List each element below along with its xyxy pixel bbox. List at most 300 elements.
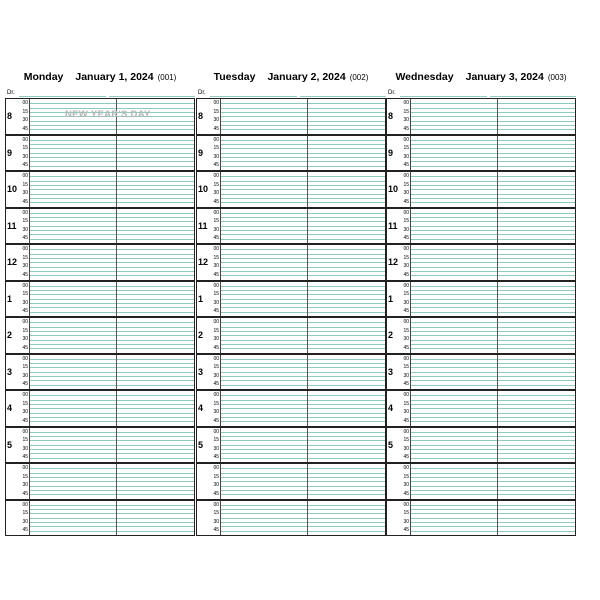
slot-line <box>221 486 385 487</box>
minute-labels <box>17 428 28 462</box>
slot-line <box>221 436 385 437</box>
minute-label: 30 <box>22 263 28 270</box>
minute-labels <box>398 282 409 316</box>
slot-line <box>411 290 575 291</box>
appointment-slots[interactable] <box>220 318 385 353</box>
slot-line <box>30 217 194 218</box>
minute-label: 45 <box>403 454 409 461</box>
minute-label: 00 <box>403 465 409 471</box>
slot-line <box>30 258 194 259</box>
hour-label: 12 <box>388 257 399 267</box>
slot-line <box>411 331 575 332</box>
minute-label: 45 <box>213 125 219 132</box>
appointment-slots[interactable] <box>29 464 194 499</box>
column-divider <box>116 318 117 353</box>
slot-line <box>411 531 575 532</box>
appointment-slots[interactable] <box>29 245 194 280</box>
slot-line <box>411 445 575 446</box>
column-divider <box>307 209 308 244</box>
minute-label: 30 <box>22 482 28 489</box>
day-column <box>386 66 576 536</box>
slot-line <box>30 432 194 433</box>
slot-line <box>30 486 194 487</box>
minute-label: 15 <box>22 291 28 298</box>
slot-line <box>411 185 575 186</box>
column-divider <box>307 464 308 499</box>
appointment-slots[interactable] <box>410 209 575 244</box>
hour-block <box>387 462 575 499</box>
slot-line <box>411 490 575 491</box>
appointment-slots[interactable] <box>29 282 194 317</box>
slot-line <box>221 408 385 409</box>
hour-label: 5 <box>7 439 13 450</box>
slot-line <box>30 303 194 304</box>
slot-line <box>30 372 194 373</box>
column-divider <box>116 172 117 207</box>
slot-line <box>411 271 575 272</box>
hour-block <box>6 389 194 426</box>
hour-block <box>197 280 385 317</box>
doctor-field[interactable] <box>109 96 195 97</box>
minute-labels <box>17 282 28 316</box>
appointment-slots[interactable] <box>220 136 385 171</box>
minute-label: 00 <box>22 501 28 508</box>
slot-line <box>30 531 194 532</box>
minute-label: 30 <box>22 445 28 452</box>
slot-line <box>221 249 385 250</box>
slot-line <box>30 417 194 418</box>
slot-line <box>221 344 385 345</box>
minute-label: 30 <box>213 518 219 525</box>
slot-line <box>221 213 385 214</box>
slot-line <box>411 254 575 255</box>
column-divider <box>497 245 498 280</box>
minute-label: 15 <box>403 327 409 334</box>
minute-label: 30 <box>213 117 219 124</box>
slot-line <box>411 335 575 336</box>
minute-label: 00 <box>22 173 28 179</box>
slot-line <box>411 486 575 487</box>
minute-labels <box>17 99 28 133</box>
appointment-slots[interactable] <box>220 501 385 536</box>
doctor-label: Dr. <box>198 90 206 96</box>
appointment-slots[interactable] <box>29 172 194 207</box>
slot-line <box>30 202 194 203</box>
slot-line <box>221 380 385 381</box>
slot-line <box>30 458 194 459</box>
minute-label: 15 <box>213 181 219 188</box>
hour-block <box>197 134 385 171</box>
slot-line <box>30 477 194 478</box>
minute-label: 30 <box>213 336 219 343</box>
minute-label: 45 <box>22 162 28 169</box>
appointment-slots[interactable] <box>220 391 385 426</box>
slot-line <box>411 432 575 433</box>
slot-line <box>30 103 194 104</box>
minute-label: 45 <box>403 235 409 242</box>
column-divider <box>497 99 498 134</box>
column-divider <box>307 136 308 171</box>
slot-line <box>30 348 194 349</box>
appointment-slots[interactable] <box>29 428 194 463</box>
slot-line <box>221 258 385 259</box>
slot-line <box>411 189 575 190</box>
minute-label: 15 <box>213 400 219 407</box>
appointment-slots[interactable] <box>220 282 385 317</box>
doctor-field[interactable] <box>490 96 576 97</box>
slot-line <box>411 221 575 222</box>
doctor-field[interactable] <box>400 96 487 97</box>
minute-labels <box>208 318 219 352</box>
schedule-grid <box>386 98 576 536</box>
minute-label: 45 <box>213 490 219 497</box>
hour-block <box>197 207 385 244</box>
appointment-slots[interactable] <box>220 209 385 244</box>
minute-label: 30 <box>213 263 219 270</box>
hour-block <box>387 316 575 353</box>
minute-label: 15 <box>213 145 219 152</box>
minute-label: 00 <box>22 319 28 325</box>
slot-line <box>30 453 194 454</box>
appointment-slots[interactable] <box>29 318 194 353</box>
slot-line <box>411 148 575 149</box>
slot-line <box>30 221 194 222</box>
appointment-slots[interactable] <box>410 355 575 390</box>
minute-label: 45 <box>403 527 409 534</box>
slot-line <box>411 103 575 104</box>
slot-line <box>221 413 385 414</box>
column-divider <box>307 355 308 390</box>
slot-line <box>30 213 194 214</box>
minute-label: 00 <box>403 136 409 143</box>
slot-line <box>30 408 194 409</box>
column-divider <box>307 428 308 463</box>
slot-line <box>411 153 575 154</box>
slot-line <box>221 440 385 441</box>
slot-line <box>221 189 385 190</box>
minute-label: 30 <box>403 518 409 525</box>
minute-label: 15 <box>22 218 28 225</box>
slot-line <box>221 148 385 149</box>
appointment-slots[interactable] <box>410 428 575 463</box>
column-divider <box>116 245 117 280</box>
appointment-slots[interactable] <box>220 172 385 207</box>
slot-line <box>30 148 194 149</box>
slot-line <box>411 239 575 240</box>
slot-line <box>221 299 385 300</box>
hour-block <box>197 243 385 280</box>
minute-label: 00 <box>22 355 28 362</box>
hour-block <box>387 280 575 317</box>
minute-label: 15 <box>213 218 219 225</box>
column-divider <box>307 245 308 280</box>
slot-line <box>221 473 385 474</box>
hour-block <box>197 389 385 426</box>
slot-line <box>30 194 194 195</box>
slot-line <box>411 522 575 523</box>
minute-labels <box>398 172 409 206</box>
minute-labels <box>208 501 219 535</box>
day-column <box>196 66 386 536</box>
minute-label: 15 <box>22 254 28 261</box>
minute-label: 15 <box>403 291 409 298</box>
appointment-slots[interactable] <box>29 391 194 426</box>
hour-label: 8 <box>198 111 204 121</box>
appointment-slots[interactable] <box>410 501 575 536</box>
minute-label: 30 <box>403 482 409 489</box>
slot-line <box>411 344 575 345</box>
minute-label: 45 <box>403 271 409 278</box>
appointment-slots[interactable] <box>29 209 194 244</box>
minute-label: 00 <box>22 100 28 106</box>
appointment-slots[interactable] <box>410 172 575 207</box>
slot-line <box>30 125 194 126</box>
appointment-slots[interactable] <box>410 464 575 499</box>
slot-line <box>221 322 385 323</box>
slot-line <box>30 230 194 231</box>
minute-label: 30 <box>403 226 409 233</box>
minute-label: 00 <box>403 501 409 508</box>
slot-line <box>221 198 385 199</box>
appointment-slots[interactable] <box>29 136 194 171</box>
slot-line <box>411 198 575 199</box>
minute-label: 30 <box>403 409 409 416</box>
appointment-slots[interactable] <box>220 464 385 499</box>
hour-label: 11 <box>198 220 208 231</box>
minute-label: 30 <box>213 226 219 233</box>
hour-block <box>387 99 575 134</box>
minute-label: 30 <box>403 263 409 270</box>
hour-label: 5 <box>198 439 204 450</box>
slot-line <box>30 449 194 450</box>
slot-line <box>30 505 194 506</box>
appointment-slots[interactable] <box>29 355 194 390</box>
day-of-year: (003) <box>547 73 567 82</box>
hour-label: 4 <box>7 403 13 413</box>
slot-line <box>221 129 385 130</box>
minute-labels <box>17 136 28 170</box>
slot-line <box>30 299 194 300</box>
slot-line <box>221 239 385 240</box>
minute-label: 30 <box>213 445 219 452</box>
slot-line <box>411 436 575 437</box>
hour-block <box>6 280 194 317</box>
slot-line <box>411 112 575 113</box>
slot-line <box>30 226 194 227</box>
column-divider <box>307 501 308 536</box>
hour-block <box>387 170 575 207</box>
appointment-slots[interactable] <box>220 355 385 390</box>
slot-line <box>30 335 194 336</box>
minute-label: 00 <box>22 392 28 398</box>
slot-line <box>221 505 385 506</box>
slot-line <box>411 202 575 203</box>
minute-label: 45 <box>213 344 219 351</box>
hour-block <box>6 170 194 207</box>
hour-label: 12 <box>7 257 18 267</box>
minute-labels <box>17 318 28 352</box>
slot-line <box>411 144 575 145</box>
doctor-field[interactable] <box>19 96 106 97</box>
minute-labels <box>208 99 219 133</box>
minute-label: 15 <box>213 510 219 517</box>
slot-line <box>221 432 385 433</box>
slot-line <box>30 468 194 469</box>
slot-line <box>30 166 194 167</box>
slot-line <box>411 230 575 231</box>
hour-label: 11 <box>7 220 17 231</box>
slot-line <box>30 380 194 381</box>
minute-labels <box>208 282 219 316</box>
appointment-slots[interactable] <box>410 318 575 353</box>
column-divider <box>116 355 117 390</box>
slot-line <box>411 408 575 409</box>
minute-label: 15 <box>22 108 28 115</box>
slot-line <box>411 509 575 510</box>
slot-line <box>221 367 385 368</box>
slot-line <box>411 262 575 263</box>
minute-label: 30 <box>22 190 28 197</box>
slot-line <box>221 449 385 450</box>
day-name: Tuesday <box>213 71 256 83</box>
schedule-grid <box>196 98 386 536</box>
column-divider <box>497 172 498 207</box>
appointment-slots[interactable] <box>220 245 385 280</box>
slot-line <box>30 445 194 446</box>
slot-line <box>30 286 194 287</box>
minute-labels <box>17 209 28 243</box>
appointment-slots[interactable] <box>410 282 575 317</box>
doctor-field[interactable] <box>210 96 297 97</box>
minute-label: 45 <box>213 454 219 461</box>
doctor-field[interactable] <box>300 96 386 97</box>
appointment-slots[interactable] <box>410 391 575 426</box>
slot-line <box>411 275 575 276</box>
appointment-slots[interactable] <box>29 501 194 536</box>
slot-line <box>221 417 385 418</box>
minute-label: 30 <box>213 482 219 489</box>
slot-line <box>411 125 575 126</box>
slot-line <box>30 234 194 235</box>
slot-line <box>30 290 194 291</box>
minute-label: 15 <box>213 327 219 334</box>
slot-line <box>411 213 575 214</box>
appointment-slots[interactable] <box>220 428 385 463</box>
slot-line <box>30 513 194 514</box>
minute-label: 30 <box>22 336 28 343</box>
minute-labels <box>208 428 219 462</box>
slot-line <box>411 299 575 300</box>
minute-label: 00 <box>213 501 219 508</box>
appointment-slots[interactable] <box>410 99 575 134</box>
slot-line <box>411 249 575 250</box>
slot-line <box>221 286 385 287</box>
slot-line <box>411 494 575 495</box>
appointment-slots[interactable] <box>410 245 575 280</box>
minute-label: 00 <box>403 209 409 216</box>
hour-block <box>6 134 194 171</box>
minute-label: 45 <box>22 344 28 351</box>
slot-line <box>221 359 385 360</box>
slot-line <box>221 275 385 276</box>
slot-line <box>411 121 575 122</box>
appointment-slots[interactable] <box>410 136 575 171</box>
slot-line <box>30 404 194 405</box>
column-divider <box>497 428 498 463</box>
slot-line <box>411 458 575 459</box>
minute-label: 00 <box>22 209 28 216</box>
minute-label: 30 <box>213 299 219 306</box>
doctor-label: Dr. <box>388 90 396 96</box>
slot-line <box>411 413 575 414</box>
hour-label: 9 <box>7 147 13 158</box>
slot-line <box>221 230 385 231</box>
doctor-row <box>386 88 576 98</box>
minute-labels <box>398 355 409 389</box>
slot-line <box>411 286 575 287</box>
hour-label: 9 <box>198 147 204 158</box>
slot-line <box>221 140 385 141</box>
column-divider <box>497 391 498 426</box>
appointment-slots[interactable] <box>220 99 385 134</box>
slot-line <box>411 226 575 227</box>
hour-block <box>197 353 385 390</box>
minute-label: 45 <box>403 344 409 351</box>
minute-label: 15 <box>213 108 219 115</box>
slot-line <box>221 453 385 454</box>
slot-line <box>221 234 385 235</box>
minute-label: 45 <box>22 454 28 461</box>
holiday-label: NEW YEAR'S DAY <box>65 109 151 120</box>
slot-line <box>221 468 385 469</box>
column-divider <box>307 282 308 317</box>
slot-line <box>411 166 575 167</box>
minute-label: 45 <box>213 381 219 388</box>
minute-label: 15 <box>403 400 409 407</box>
hour-block <box>387 389 575 426</box>
slot-line <box>411 234 575 235</box>
hour-label: 2 <box>7 330 13 340</box>
slot-line <box>411 513 575 514</box>
column-divider <box>116 282 117 317</box>
slot-line <box>411 395 575 396</box>
minute-labels <box>17 172 28 206</box>
minute-label: 00 <box>213 100 219 106</box>
column-divider <box>497 464 498 499</box>
minute-label: 15 <box>22 327 28 334</box>
slot-line <box>221 181 385 182</box>
slot-line <box>30 509 194 510</box>
hour-block <box>6 499 194 536</box>
minute-label: 15 <box>403 108 409 115</box>
slot-line <box>411 217 575 218</box>
minute-label: 00 <box>403 428 409 435</box>
hour-block <box>387 499 575 536</box>
slot-line <box>221 445 385 446</box>
slot-line <box>221 185 385 186</box>
minute-label: 00 <box>213 282 219 289</box>
minute-label: 45 <box>213 271 219 278</box>
hour-block <box>6 353 194 390</box>
slot-line <box>30 144 194 145</box>
slot-line <box>221 531 385 532</box>
slot-line <box>411 440 575 441</box>
slot-line <box>30 395 194 396</box>
slot-line <box>411 176 575 177</box>
day-date: January 3, 2024 <box>465 71 544 83</box>
slot-line <box>411 505 575 506</box>
hour-label: 2 <box>388 330 394 340</box>
